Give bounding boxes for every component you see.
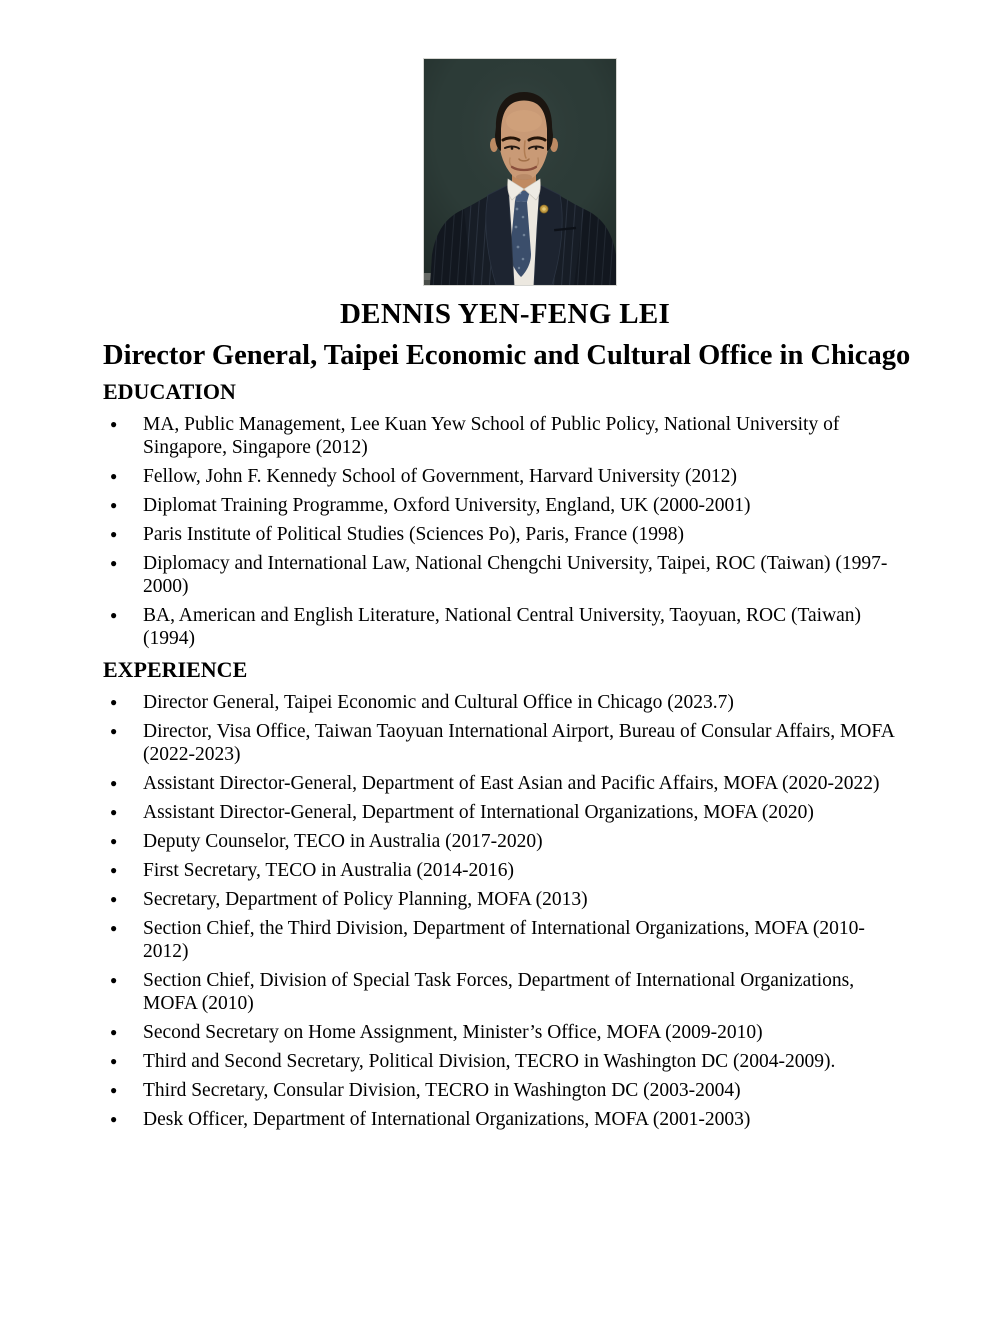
list-item: [103, 465, 907, 488]
list-item-text: Secretary, Department of Policy Planning, MOFA (2013): [143, 889, 588, 910]
bullet-icon: ●: [110, 417, 118, 431]
list-item: [103, 969, 907, 1015]
list-item-text: Assistant Director-General, Department of International Organizations, MOFA (2020): [143, 802, 814, 823]
list-item: [103, 1108, 907, 1131]
list-item-text: Diplomat Training Programme, Oxford University, England, UK (2000-2001): [143, 495, 751, 516]
person-name: DENNIS YEN-FENG LEI: [339, 298, 671, 330]
section-list-education: [103, 413, 907, 650]
list-item: [103, 523, 907, 546]
list-item-text: Assistant Director-General, Department of East Asian and Pacific Affairs, MOFA (2020-2022): [143, 773, 880, 794]
list-item: [103, 1021, 907, 1044]
list-item: [103, 772, 907, 795]
section-heading-education: EDUCATION: [103, 379, 236, 404]
list-item: [103, 801, 907, 824]
person-title: Director General, Taipei Economic and Cultural Office in Chicago: [103, 340, 911, 371]
bullet-icon: ●: [110, 776, 118, 790]
bullet-icon: ●: [110, 1054, 118, 1068]
bullet-icon: ●: [110, 892, 118, 906]
bullet-icon: ●: [110, 469, 118, 483]
list-item: [103, 1050, 907, 1073]
list-item-text: Second Secretary on Home Assignment, Minister’s Office, MOFA (2009-2010): [143, 1022, 763, 1043]
bullet-icon: ●: [110, 724, 118, 738]
list-item: [103, 552, 907, 598]
list-item: [103, 1079, 907, 1102]
lapel-pin-icon: [540, 205, 548, 213]
list-item: [103, 859, 907, 882]
resume-page: [0, 58, 989, 1131]
bullet-icon: ●: [110, 1112, 118, 1126]
bullet-icon: ●: [110, 863, 118, 877]
section-list-experience: [103, 691, 907, 1131]
list-item: [103, 888, 907, 911]
list-item-text: Desk Officer, Department of International Organizations, MOFA (2001-2003): [143, 1109, 751, 1130]
portrait-photo: [423, 58, 617, 286]
list-item-text: Diplomacy and International Law, National Chengchi University, Taipei, ROC (Taiwan) (1997-2000): [143, 553, 888, 597]
list-item-text: Director, Visa Office, Taiwan Taoyuan International Airport, Bureau of Consular Affairs, MOFA (2022-2023): [143, 721, 899, 765]
bullet-icon: ●: [110, 1083, 118, 1097]
list-item: [103, 830, 907, 853]
list-item-text: Director General, Taipei Economic and Cultural Office in Chicago (2023.7): [143, 692, 734, 713]
list-item-text: BA, American and English Literature, National Central University, Taoyuan, ROC (Taiwan) (1994): [143, 605, 866, 649]
bullet-icon: ●: [110, 608, 118, 622]
bullet-icon: ●: [110, 834, 118, 848]
list-item-text: Third Secretary, Consular Division, TECRO in Washington DC (2003-2004): [143, 1080, 741, 1101]
list-item-text: First Secretary, TECO in Australia (2014-2016): [143, 860, 514, 881]
section-heading-experience: EXPERIENCE: [103, 657, 248, 682]
bullet-icon: ●: [110, 527, 118, 541]
bullet-icon: ●: [110, 921, 118, 935]
list-item-text: Third and Second Secretary, Political Division, TECRO in Washington DC (2004-2009).: [143, 1051, 836, 1072]
list-item-text: Deputy Counselor, TECO in Australia (2017-2020): [143, 831, 543, 852]
list-item: [103, 494, 907, 517]
bullet-icon: ●: [110, 498, 118, 512]
list-item-text: Paris Institute of Political Studies (Sciences Po), Paris, France (1998): [143, 524, 685, 545]
bullet-icon: ●: [110, 556, 118, 570]
list-item-text: Section Chief, the Third Division, Department of International Organizations, MOFA (2010-2012): [143, 918, 865, 962]
bullet-icon: ●: [110, 1025, 118, 1039]
list-item: [103, 413, 907, 459]
bullet-icon: ●: [110, 805, 118, 819]
list-item: [103, 604, 907, 650]
list-item-text: MA, Public Management, Lee Kuan Yew School of Public Policy, National University of Singapore, Singapore (2012): [143, 414, 850, 458]
list-item-text: Fellow, John F. Kennedy School of Government, Harvard University (2012): [143, 466, 737, 487]
list-item-text: Section Chief, Division of Special Task Forces, Department of International Organizations, MOFA (2010): [143, 970, 859, 1014]
list-item: [103, 691, 907, 714]
list-item: [103, 917, 907, 963]
bullet-icon: ●: [110, 695, 118, 709]
portrait-photo-graphic: [424, 59, 616, 285]
list-item: [103, 720, 907, 766]
bullet-icon: ●: [110, 973, 118, 987]
sections: [103, 379, 907, 1131]
